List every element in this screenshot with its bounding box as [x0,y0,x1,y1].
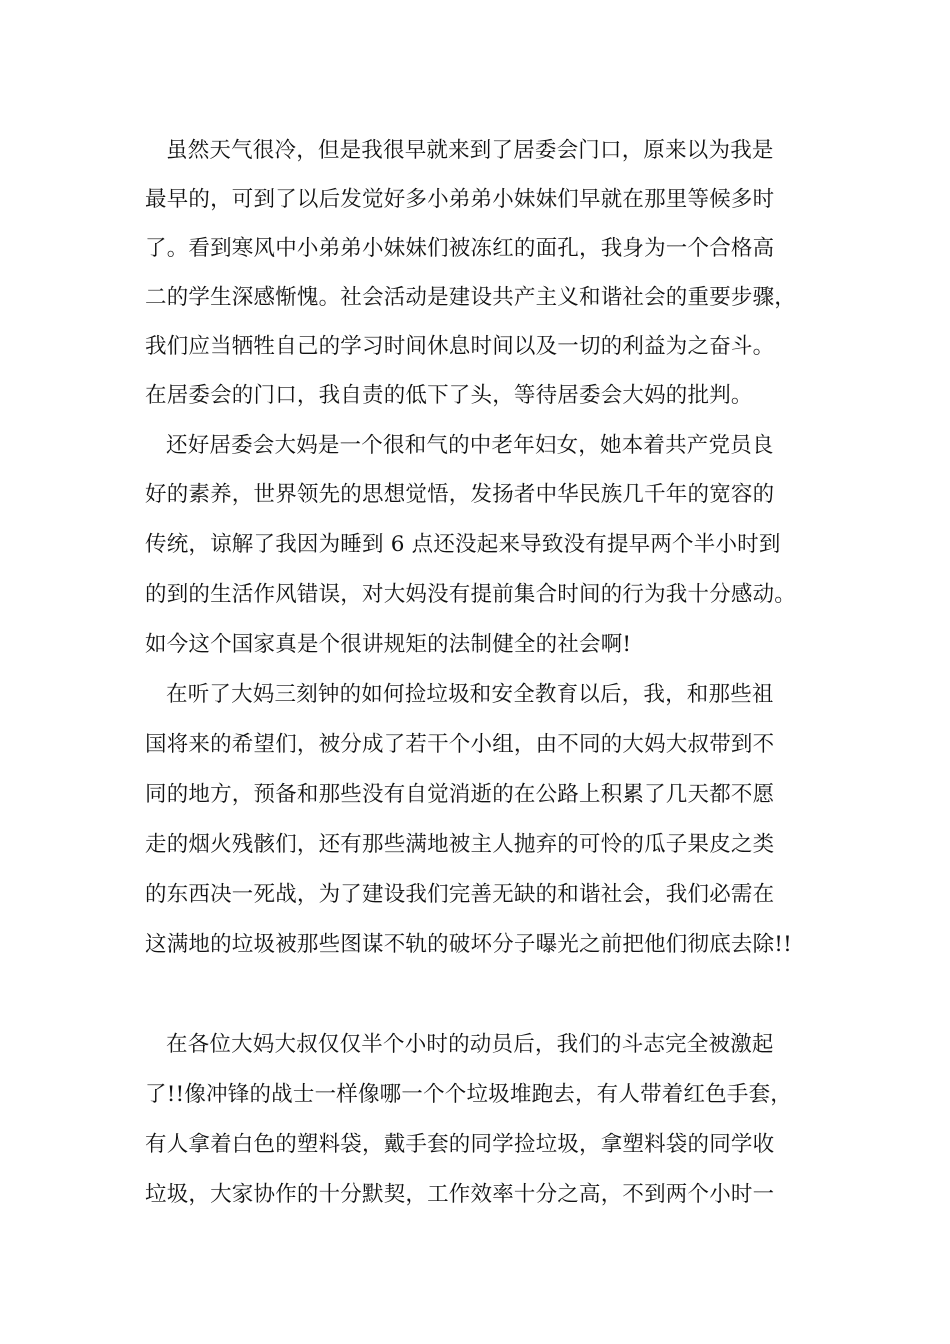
paragraph-2-line-4: 的到的生活作风错误，对大妈没有提前集合时间的行为我十分感动。 [145,582,797,607]
paragraph-1-line-5: 我们应当牺牲自己的学习时间休息时间以及一切的利益为之奋斗。 [145,334,775,359]
paragraph-2-line-2: 好的素养，世界领先的思想觉悟，发扬者中华民族几千年的宽容的 [145,482,775,507]
paragraph-1-line-3: 了。看到寒风中小弟弟小妹妹们被冻红的面孔，我身为一个合格高 [145,236,775,261]
paragraph-4-line-3: 有人拿着白色的塑料袋，戴手套的同学捡垃圾，拿塑料袋的同学收 [145,1132,775,1157]
paragraph-1-line-1: 虽然天气很冷，但是我很早就来到了居委会门口，原来以为我是 [166,138,774,163]
paragraph-2-line-1: 还好居委会大妈是一个很和气的中老年妇女，她本着共产党员良 [166,433,774,458]
paragraph-3-line-1: 在听了大妈三刻钟的如何捡垃圾和安全教育以后，我，和那些祖 [166,682,774,707]
paragraph-3-line-5: 的东西决一死战，为了建设我们完善无缺的和谐社会，我们必需在 [145,882,775,907]
paragraph-3-line-4: 走的烟火残骸们，还有那些满地被主人抛弃的可怜的瓜子果皮之类 [145,832,775,857]
paragraph-2-line-3: 传统，谅解了我因为睡到 6 点还没起来导致没有提早两个半小时到 [145,532,781,557]
paragraph-4-line-4: 垃圾，大家协作的十分默契，工作效率十分之高，不到两个小时一 [145,1182,775,1207]
paragraph-1-line-4: 二的学生深感惭愧。社会活动是建设共产主义和谐社会的重要步骤， [145,285,797,310]
paragraph-1-line-2: 最早的，可到了以后发觉好多小弟弟小妹妹们早就在那里等候多时 [145,187,775,212]
paragraph-4-line-1: 在各位大妈大叔仅仅半个小时的动员后，我们的斗志完全被激起 [166,1032,774,1057]
paragraph-3-line-2: 国将来的希望们，被分成了若干个小组，由不同的大妈大叔带到不 [145,732,775,757]
paragraph-4-line-2: 了!!像冲锋的战士一样像哪一个个垃圾堆跑去，有人带着红色手套， [145,1082,792,1107]
paragraph-1-line-6: 在居委会的门口，我自责的低下了头，等待居委会大妈的批判。 [145,383,753,408]
paragraph-2-line-5: 如今这个国家真是个很讲规矩的法制健全的社会啊! [145,632,632,657]
paragraph-3-line-3: 同的地方，预备和那些没有自觉消逝的在公路上积累了几天都不愿 [145,782,775,807]
paragraph-3-line-6: 这满地的垃圾被那些图谋不轨的破坏分子曝光之前把他们彻底去除!! [145,932,792,957]
